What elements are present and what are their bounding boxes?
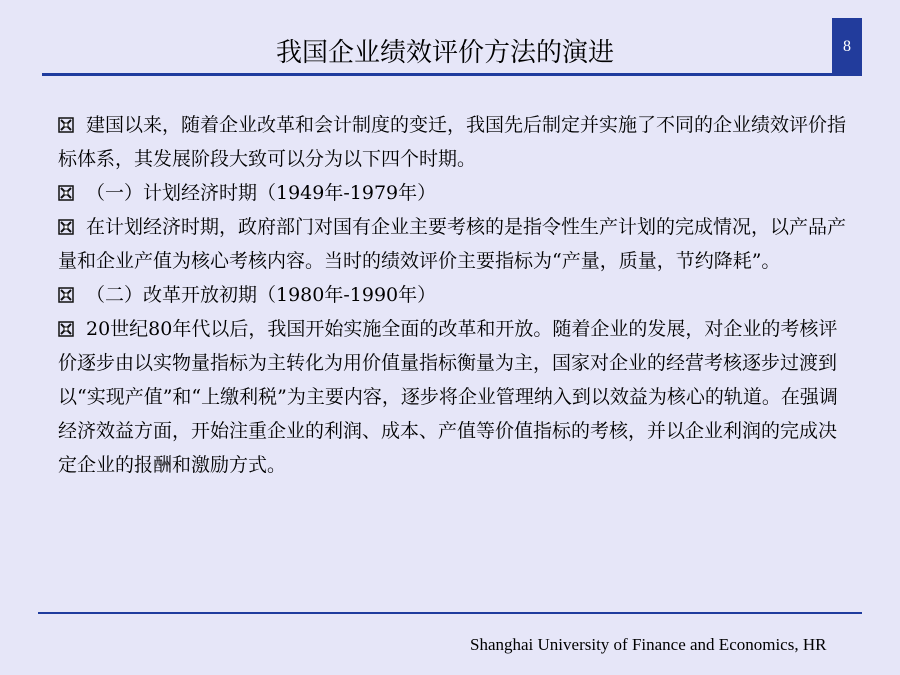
footer-text: Shanghai University of Finance and Economics, HR: [470, 635, 827, 654]
title-divider: [42, 73, 862, 76]
paragraph-text: （二）改革开放初期（1980年-1990年）: [86, 284, 437, 306]
page-number: 8: [832, 18, 862, 76]
paragraph-reform-era: [58, 312, 848, 482]
paragraph-planned-economy: [58, 210, 848, 278]
boxed-x-icon: [58, 117, 74, 133]
paragraph-text: 在计划经济时期，政府部门对国有企业主要考核的是指令性生产计划的完成情况，以产品产量和企业产值为核心考核内容。当时的绩效评价主要指标为“产量，质量，节约降耗”。: [58, 216, 847, 272]
paragraph-heading-1: [58, 176, 848, 210]
boxed-x-icon: [58, 219, 74, 235]
boxed-x-icon: [58, 321, 74, 337]
boxed-x-icon: [58, 287, 74, 303]
paragraph-intro: [58, 108, 848, 176]
footer-divider: [38, 612, 862, 614]
slide-body: [58, 108, 848, 482]
slide-title: 我国企业绩效评价方法的演进: [275, 38, 614, 68]
paragraph-text: （一）计划经济时期（1949年-1979年）: [86, 182, 437, 204]
boxed-x-icon: [58, 185, 74, 201]
paragraph-text: 20世纪80年代以后，我国开始实施全面的改革和开放。随着企业的发展，对企业的考核评价逐步由以实物量指标为主转化为用价值量指标衡量为主，国家对企业的经营考核逐步过渡到以“实现产值”和“上缴利税”为主要内容，逐步将企业管理纳入到以效益为核心的轨道。在强调经济效益方面，开始注重企业的利润、成本、产值等价值指标的考核，并以企业利润的完成决定企业的报酬和激励方式。: [58, 318, 838, 476]
paragraph-text: 建国以来，随着企业改革和会计制度的变迁，我国先后制定并实施了不同的企业绩效评价指标体系，其发展阶段大致可以分为以下四个时期。: [58, 114, 847, 170]
paragraph-heading-2: [58, 278, 848, 312]
